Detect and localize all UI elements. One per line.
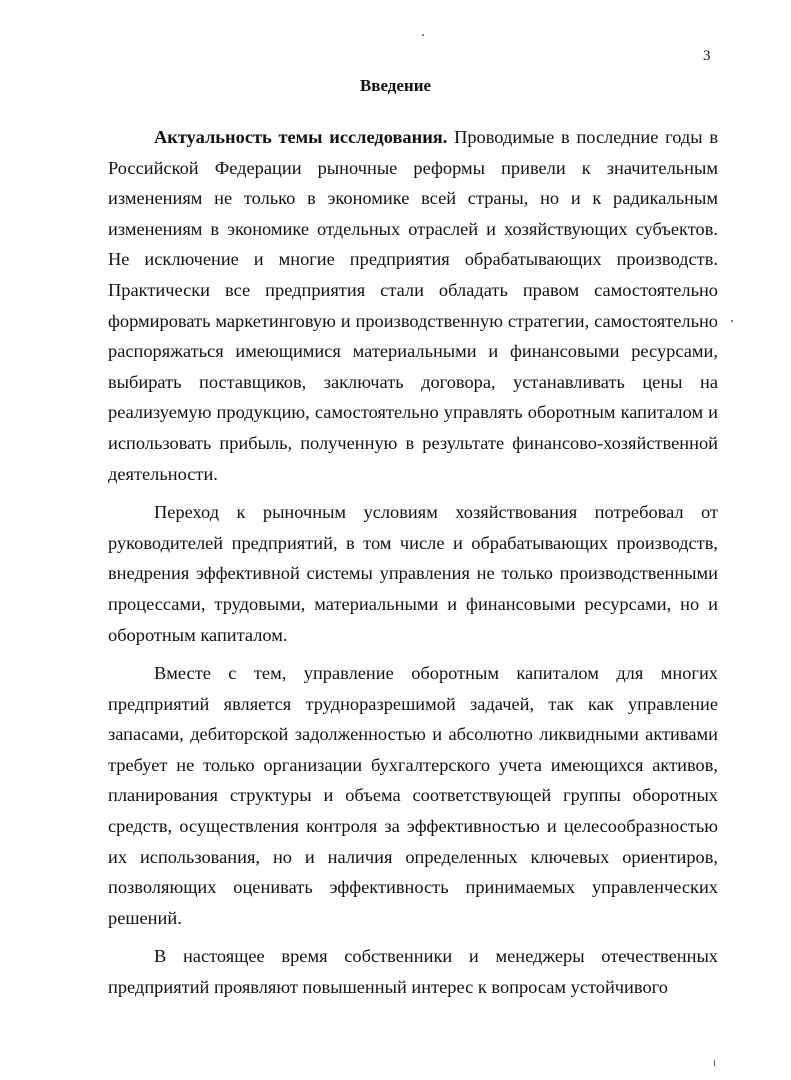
- document-body: [108, 122, 718, 1011]
- paragraph-current-interest: В настоящее время собственники и менеджеры отечественных предприятий проявляют повышенный интерес к вопросам устойчивого: [108, 946, 718, 998]
- page-number: 3: [703, 48, 711, 64]
- page-title: Введение: [359, 76, 432, 95]
- paragraph-relevance: [108, 122, 718, 489]
- scan-speck: [422, 34, 424, 36]
- paragraph-market-transition: Переход к рыночным условиям хозяйствования потребовал от руководителей предприятий, в том числе и обрабатывающих производств, внедрения эффективной системы управления не только производственными процессами, трудовыми, материальными и финансовыми ресурсами, но и оборотным капиталом.: [108, 502, 718, 645]
- scan-speck: [731, 320, 733, 322]
- paragraph-working-capital: Вместе с тем, управление оборотным капиталом для многих предприятий является трудноразрешимой задачей, так как управление запасами, дебиторской задолженностью и абсолютно ликвидными активами требует не только организации бухгалтерского учета имеющихся активов, планирования структуры и объема соответствующей группы оборотных средств, осуществления контроля за эффективностью и целесообразностью их использования, но и наличия определенных ключевых ориентиров, позволяющих оценивать эффективность принимаемых управленческих решений.: [108, 663, 718, 928]
- paragraph-lead-heading: Актуальность темы исследования.: [154, 127, 448, 147]
- paragraph-text: Проводимые в последние годы в Российской Федерации рыночные реформы привели к значительным изменениям не только в экономике всей страны, но и к радикальным изменениям в экономике отдельных отраслей и хозяйствующих субъектов. Не исключение и многие предприятия обрабатывающих производств. Практически все предприятия стали обладать правом самостоятельно формировать маркетинговую и производственную стратегии, самостоятельно распоряжаться имеющимися материальными и финансовыми ресурсами, выбирать поставщиков, заключать договора, устанавливать цены на реализуемую продукцию, самостоятельно управлять оборотным капиталом и использовать прибыль, полученную в результате финансово-хозяйственной деятельности.: [108, 127, 719, 484]
- scan-speck: [714, 1060, 715, 1066]
